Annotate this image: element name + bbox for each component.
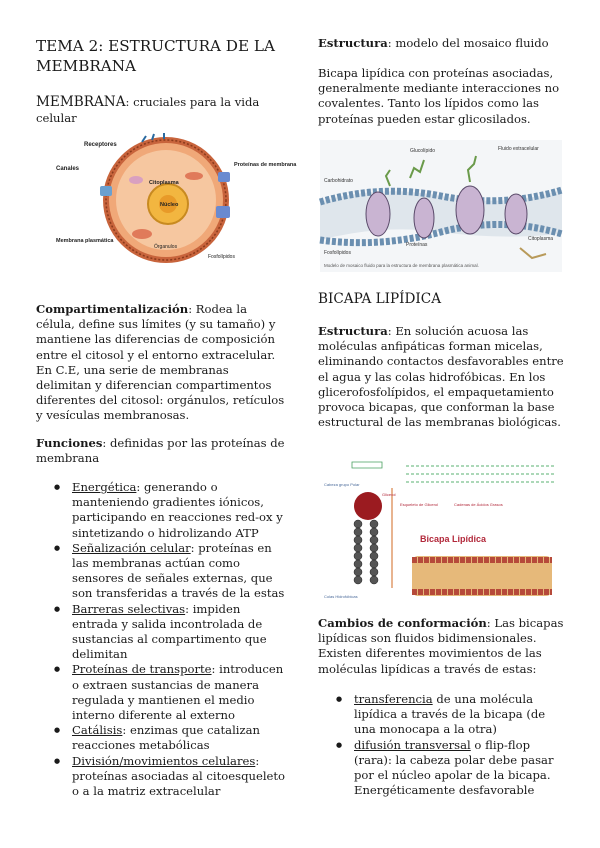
membrana-term: MEMBRANA (36, 94, 126, 110)
list-item (36, 541, 286, 602)
list-item-term: transferencia (354, 692, 433, 706)
estructura2-desc: : En solución acuosa las moléculas anfipáticas forman micelas, eliminando contactos desfavorables entre el agua y las colas hidrofóbicas. En los glicerofosfolípidos, el empaquetamiento provoca bicapas, que conforman la base estructural de las membranas biológicas. (318, 324, 564, 430)
polar-head (354, 492, 382, 520)
bicapa-paragraph: Bicapa lipídica con proteínas asociadas, generalmente mediante interacciones no covalentes. Tanto los lípidos como las proteínas pueden estar glicosilados. (318, 66, 560, 126)
label-fluido-extracelular: Fluido extracelular (498, 146, 539, 152)
estructura2-term: Estructura (318, 324, 388, 338)
list-item (318, 738, 568, 799)
formula-top (352, 462, 382, 468)
label-membrana: Membrana plasmática (56, 238, 114, 244)
membrane-protein (218, 172, 230, 182)
list-item-desc: : enzimas que catalizan reacciones metabólicas (72, 723, 260, 753)
list-item (36, 662, 286, 723)
estructura-desc: : modelo del mosaico fluido (387, 36, 549, 50)
list-item-desc: : generando o manteniendo gradientes iónicos, participando en reacciones red-ox y sintetizando o hidrolizando ATP (72, 480, 283, 540)
organelle (129, 176, 143, 184)
organelle (185, 172, 203, 180)
label-colas: Colas Hidrofóbicas (324, 594, 358, 599)
membrana-paragraph (36, 93, 286, 126)
membrana-desc: : cruciales para la vida celular (36, 95, 260, 125)
protein (414, 198, 434, 238)
organelle (132, 229, 152, 239)
list-item-term: Señalización celular (72, 540, 191, 555)
channel-protein (100, 186, 112, 196)
cell-membrane-figure (56, 136, 297, 266)
estructura2-paragraph (318, 324, 568, 430)
label-receptores: Receptores (84, 142, 117, 148)
estructura-intro (318, 36, 568, 51)
list-item (36, 754, 286, 800)
cambios-term: Cambios de conformación (318, 616, 487, 630)
label-nucleo: Núcleo (160, 202, 179, 208)
bicapa-title: BICAPA LIPÍDICA (318, 291, 442, 307)
cambios-paragraph (318, 616, 568, 677)
figure-caption: Modelo de mosaico fluido para la estructura de membrana plasmática animal. (324, 263, 479, 268)
membrane-protein (216, 206, 230, 218)
label-cabeza: Cabeza grupo Polar (324, 482, 360, 487)
label-carbohidrato: Carbohidrato (324, 178, 353, 184)
cambios-list (318, 692, 568, 798)
label-organulos: Órganulos (154, 244, 178, 250)
compartimentalizacion-paragraph (36, 302, 286, 424)
list-item-desc: : proteínas en las membranas actúan como sensores de señales externas, que son transferidas a través de la estas (72, 540, 285, 601)
list-item-desc: : proteínas asociadas al citoesqueleto o a la matriz extracelular (72, 753, 286, 799)
protein (366, 192, 390, 236)
label-cadenas: Cadenas de Ácidos Grasos (454, 502, 503, 507)
label-fosfolipidos: Fosfolípidos (208, 254, 235, 260)
funciones-desc: : definidas por las proteínas de membrana (36, 436, 285, 466)
compartimentalizacion-term: Compartimentalización (36, 302, 189, 316)
list-item-desc: : impiden entrada y salida incontrolada de sustancias al compartimento que delimitan (72, 601, 267, 662)
list-item-desc: de una molécula lipídica a través de la bicapa (de una monocapa a la otra) (354, 692, 546, 737)
estructura-term: Estructura (318, 36, 388, 50)
funciones-term: Funciones (36, 436, 103, 450)
fatty-acid-chains (406, 466, 556, 482)
list-item-term: Proteínas de transporte (72, 662, 212, 677)
list-item (36, 602, 286, 663)
protein (505, 194, 527, 234)
list-item (36, 480, 286, 541)
label-canales: Canales (56, 166, 80, 172)
label-esqueleto: Esqueleto de Glicerol (400, 502, 439, 507)
list-item-term: difusión transversal (354, 737, 471, 752)
list-item-desc: : introducen o extraen sustancias de manera regulada y mantienen el medio interno diferente al externo (72, 662, 284, 723)
label-glucolipido: Glucolípido (410, 148, 436, 154)
fluid-mosaic-figure (320, 140, 562, 272)
list-item-term: Catálisis (72, 723, 123, 738)
tail-beads (354, 520, 378, 584)
list-item-desc: o flip-flop (rara): la cabeza polar debe pasar por el núcleo apolar de la bicapa. Energéticamente desfavorable (354, 737, 554, 798)
page-title: TEMA 2: ESTRUCTURA DE LA MEMBRANA (36, 37, 275, 75)
protein (456, 186, 484, 234)
label-citoplasma: Citoplasma (149, 180, 179, 186)
label-glicerol: Glicerol (382, 492, 396, 497)
label-fosfolipidos: Fosfolípidos (324, 250, 351, 256)
list-item-term: Barreras selectivas (72, 601, 186, 616)
list-item-term: Energética (72, 480, 137, 494)
list-item (318, 692, 568, 738)
label-bicapa: Bicapa Lipídica (420, 534, 487, 544)
list-item (36, 723, 286, 753)
list-item-term: División/movimientos celulares (72, 753, 256, 768)
funciones-list (36, 480, 286, 799)
lipid-bilayer-figure (322, 448, 560, 608)
label-proteinas: Proteínas de membrana (234, 162, 297, 168)
cambios-desc: : Las bicapas lipídicas son fluidos bidimensionales. Existen diferentes movimientos de las moléculas lipídicas a través de estas: (318, 616, 564, 676)
label-citoplasma: Citoplasma (528, 236, 554, 242)
label-proteinas: Proteínas (406, 242, 428, 248)
funciones-paragraph (36, 436, 286, 466)
compartimentalizacion-desc: : Rodea la célula, define sus límites (y su tamaño) y mantiene las diferencias de composición entre el citosol y el entorno extracelular. En C.E, una serie de membranas delimitan y diferencian compartimentos diferentes del citosol: orgánulos, retículos y vesículas membranosas. (36, 302, 285, 423)
